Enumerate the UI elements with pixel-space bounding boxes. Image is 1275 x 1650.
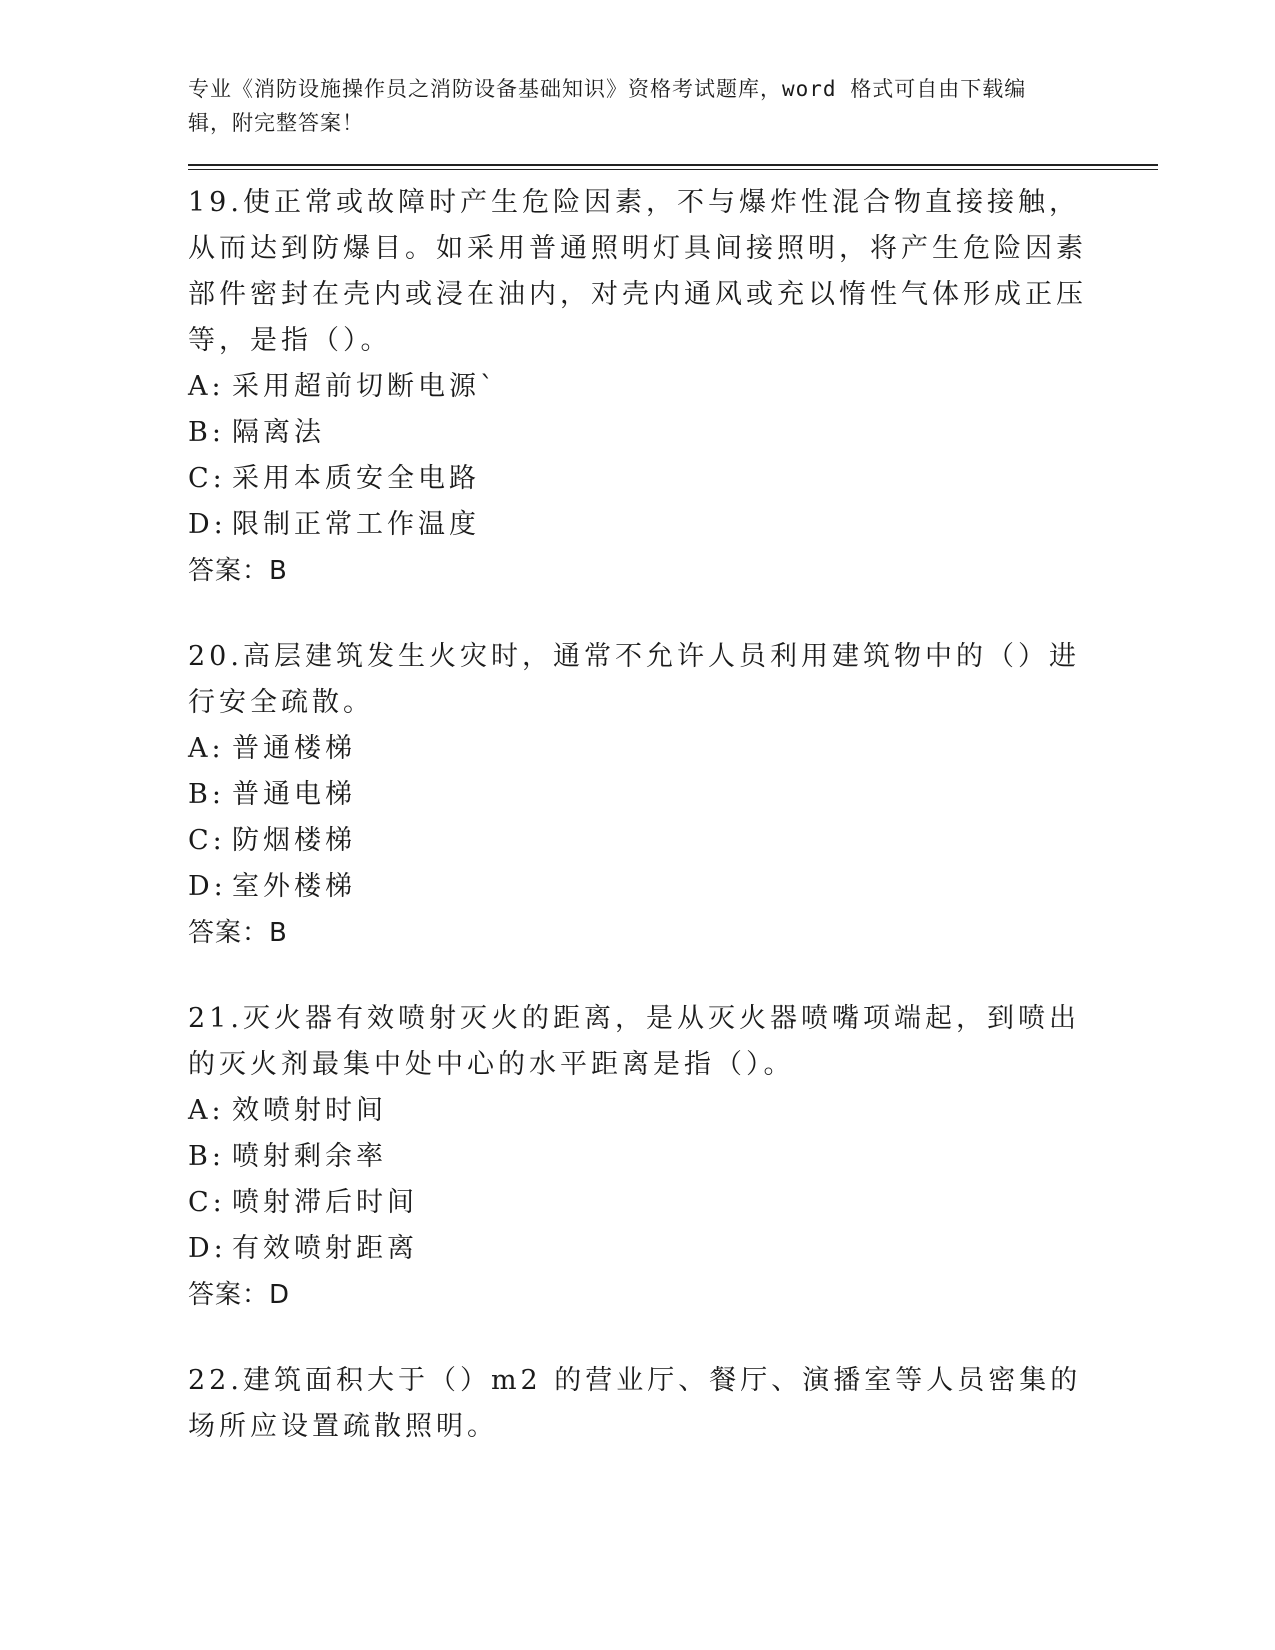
option-d bbox=[188, 1226, 1158, 1272]
option-text: 喷射剩余率 bbox=[232, 1141, 387, 1172]
option-d bbox=[188, 864, 1158, 910]
option-letter: C: bbox=[188, 1187, 226, 1218]
header-divider bbox=[188, 164, 1158, 170]
answer-text: 答案：B bbox=[188, 918, 288, 948]
option-text: 限制正常工作温度 bbox=[232, 509, 480, 540]
option-letter: D: bbox=[188, 871, 227, 902]
option-a bbox=[188, 364, 1158, 410]
option-letter: A: bbox=[188, 733, 225, 764]
option-text: 喷射滞后时间 bbox=[232, 1187, 418, 1218]
option-letter: D: bbox=[188, 1233, 227, 1264]
option-text: 隔离法 bbox=[232, 417, 325, 448]
option-a bbox=[188, 726, 1158, 772]
question-text: 21.灭火器有效喷射灭火的距离，是从灭火器喷嘴项端起，到喷出的灭火剂最集中处中心的水平距离是指（）。 bbox=[188, 1003, 1080, 1080]
question-20 bbox=[188, 634, 1158, 956]
question-21 bbox=[188, 996, 1158, 1318]
option-c bbox=[188, 818, 1158, 864]
option-text: 室外楼梯 bbox=[232, 871, 356, 902]
option-c bbox=[188, 456, 1158, 502]
option-d bbox=[188, 502, 1158, 548]
option-text: 采用本质安全电路 bbox=[232, 463, 480, 494]
option-b bbox=[188, 772, 1158, 818]
option-letter: B: bbox=[188, 1141, 225, 1172]
question-text: 20.高层建筑发生火灾时，通常不允许人员利用建筑物中的（）进行安全疏散。 bbox=[188, 641, 1080, 718]
option-letter: C: bbox=[188, 825, 226, 856]
answer-text: 答案：D bbox=[188, 1280, 291, 1310]
option-b bbox=[188, 410, 1158, 456]
option-c bbox=[188, 1180, 1158, 1226]
question-list bbox=[188, 180, 1158, 1450]
option-text: 效喷射时间 bbox=[232, 1095, 387, 1126]
option-letter: B: bbox=[188, 417, 225, 448]
option-letter: C: bbox=[188, 463, 226, 494]
divider-thin bbox=[188, 169, 1158, 170]
document-header: 专业《消防设施操作员之消防设备基础知识》资格考试题库，word 格式可自由下载编辑，附完整答案！ bbox=[188, 77, 1027, 135]
divider-thick bbox=[188, 164, 1158, 166]
option-a bbox=[188, 1088, 1158, 1134]
option-letter: A: bbox=[188, 371, 225, 402]
question-22 bbox=[188, 1358, 1158, 1450]
option-letter: D: bbox=[188, 509, 227, 540]
document-page bbox=[188, 72, 1158, 1490]
option-text: 采用超前切断电源` bbox=[232, 371, 498, 402]
option-text: 有效喷射距离 bbox=[232, 1233, 418, 1264]
question-text: 22.建筑面积大于（）m2 的营业厅、餐厅、演播室等人员密集的场所应设置疏散照明。 bbox=[188, 1365, 1082, 1442]
question-text: 19.使正常或故障时产生危险因素，不与爆炸性混合物直接接触，从而达到防爆目。如采用普通照明灯具间接照明，将产生危险因素部件密封在壳内或浸在油内，对壳内通风或充以惰性气体形成正压等，是指（）。 bbox=[188, 187, 1087, 356]
answer-text: 答案：B bbox=[188, 556, 288, 586]
option-text: 普通电梯 bbox=[232, 779, 356, 810]
option-text: 普通楼梯 bbox=[232, 733, 356, 764]
question-19 bbox=[188, 180, 1158, 594]
option-b bbox=[188, 1134, 1158, 1180]
option-letter: A: bbox=[188, 1095, 225, 1126]
option-text: 防烟楼梯 bbox=[232, 825, 356, 856]
option-letter: B: bbox=[188, 779, 225, 810]
